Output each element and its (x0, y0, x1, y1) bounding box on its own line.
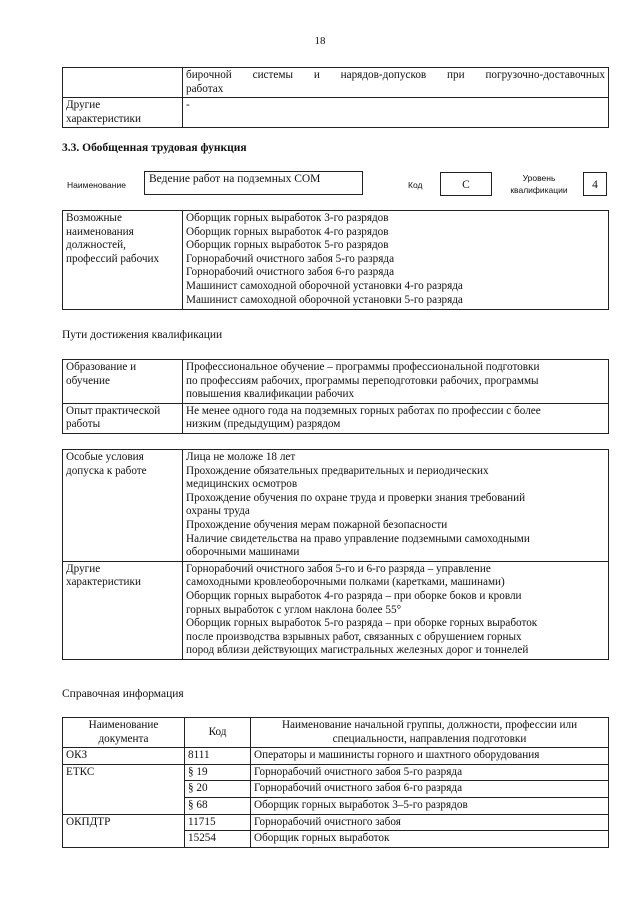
table-row: § 68 Оборщик горных выработок 3–5-го разрядов (63, 797, 609, 814)
reference-table (62, 717, 609, 848)
experience-label: Опыт практической работы (63, 403, 183, 433)
ref-header-name: Наименование начальной группы, должности, профессии или специальности, направления подготовки (251, 718, 609, 748)
top-table-label (63, 68, 183, 98)
reference-heading: Справочная информация (62, 688, 184, 700)
special-conditions-value: Лица не моложе 18 лет Прохождение обязательных предварительных и периодических медицинских осмотров Прохождение обучения по охране труда и проверки знания требований охраны труда Прохождение обучения мерам пожарной безопасности Наличие свидетельства на право управление подземными самоходными оборочными машинами (183, 450, 609, 562)
qualification-heading: Пути достижения квалификации (62, 329, 223, 341)
other-characteristics-value: - (183, 98, 609, 128)
experience-value: Не менее одного года на подземных горных работах по профессии с более низким (предыдущим) разрядом (183, 403, 609, 433)
position-item: Машинист самоходной оборочной установки 5-го разряда (186, 293, 463, 306)
ref-header-code: Код (185, 718, 251, 748)
other-characteristics-value-2: Горнорабочий очистного забоя 5-го и 6-го разряда – управление самоходными кровлеоборочными полками (каретками, машинами) Оборщик горных выработок 4-го разряда – при оборке боков и кровли горных выработок с углом наклона более 55° Оборщик горных выработок 5-го разряда – при оборке горных выработок после производства взрывных работ, связанных с обрушением горных пород вблизи действующих магистральных железных дорог и тоннелей (183, 561, 609, 659)
other-characteristics-label: Другие характеристики (63, 98, 183, 128)
positions-label: Возможные наименования должностей, профессий рабочих (63, 211, 183, 310)
position-item: Оборщик горных выработок 5-го разрядов (186, 239, 389, 252)
ref-header-doc: Наименование документа (63, 718, 185, 748)
position-item: Оборщик горных выработок 4-го разрядов (186, 225, 389, 238)
table-row: ОКПДТР 11715 Горнорабочий очистного забоя (63, 814, 609, 831)
level-label: Уровень квалификации (510, 173, 568, 195)
education-value: Профессиональное обучение – программы профессиональной подготовки по профессиям рабочих, программы переподготовки рабочих, программы повышения квалификации рабочих (183, 360, 609, 404)
qualification-table (62, 359, 609, 434)
code-label: Код (408, 180, 423, 190)
position-item: Машинист самоходной оборочной установки 4-го разряда (186, 279, 463, 292)
page-number: 18 (314, 35, 326, 47)
positions-list (183, 211, 609, 310)
name-label: Наименование (67, 180, 126, 190)
special-conditions-label: Особые условия допуска к работе (63, 450, 183, 562)
position-item: Горнорабочий очистного забоя 5-го разряда (186, 252, 395, 265)
education-label: Образование и обучение (63, 360, 183, 404)
table-row: 15254 Оборщик горных выработок (63, 831, 609, 848)
code-value: C (440, 172, 492, 196)
position-item: Горнорабочий очистного забоя 6-го разряда (186, 266, 395, 279)
top-table-value: бирочной системы и нарядов-допусков при погрузочно-доставочных работах (183, 68, 609, 98)
table-row: ЕТКС § 19 Горнорабочий очистного забоя 5-го разряда (63, 764, 609, 781)
level-value: 4 (583, 172, 607, 196)
table-row: ОКЗ 8111 Операторы и машинисты горного и шахтного оборудования (63, 748, 609, 765)
section-title: 3.3. Обобщенная трудовая функция (62, 142, 247, 154)
name-value: Ведение работ на подземных СОМ (144, 171, 363, 195)
top-table (62, 67, 609, 128)
positions-table (62, 210, 609, 310)
other-characteristics-label-2: Другие характеристики (63, 561, 183, 659)
position-item: Оборщик горных выработок 3-го разрядов (186, 212, 389, 224)
table-row: § 20 Горнорабочий очистного забоя 6-го разряда (63, 781, 609, 798)
conditions-table (62, 449, 609, 660)
